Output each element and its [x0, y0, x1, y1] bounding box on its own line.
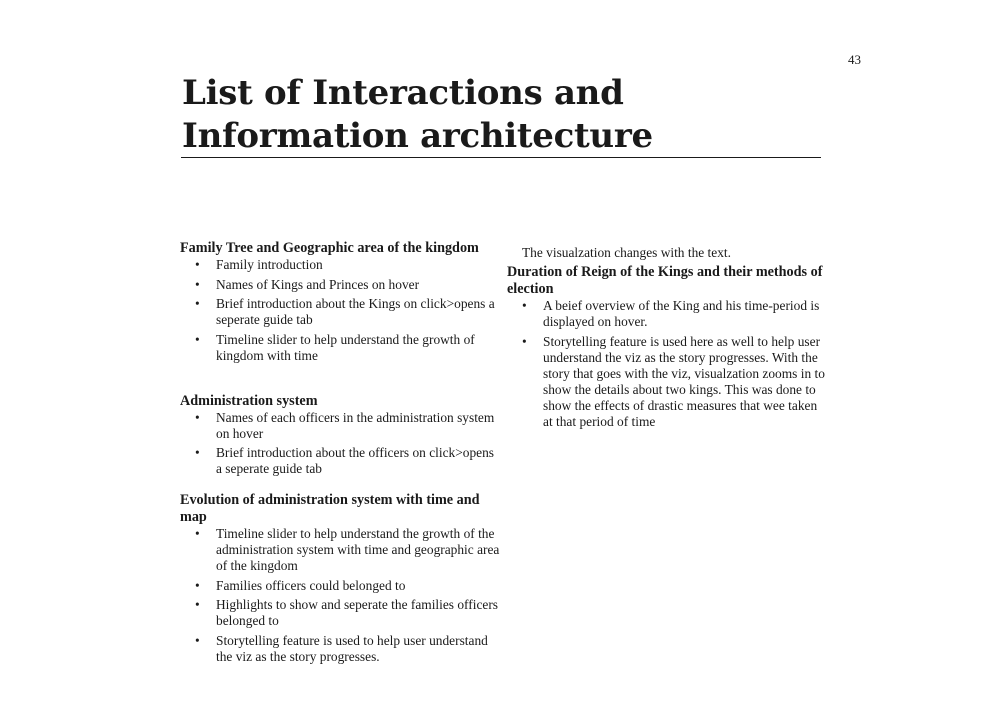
bullet-list — [180, 526, 502, 665]
list-item: • Family introduction — [180, 257, 502, 273]
bullet-list — [507, 298, 825, 430]
section-evolution — [180, 492, 502, 665]
list-item: • Storytelling feature is used to help user understand the viz as the story progresses. — [180, 633, 502, 665]
section-family-tree — [180, 240, 502, 364]
list-item: • Names of Kings and Princes on hover — [180, 277, 502, 293]
bullet-list — [180, 410, 502, 478]
page-title — [182, 72, 822, 158]
list-item: • Names of each officers in the administration system on hover — [180, 410, 502, 442]
left-column — [180, 240, 502, 680]
list-item: • Brief introduction about the officers on click>opens a seperate guide tab — [180, 445, 502, 477]
title-underline — [181, 157, 821, 158]
page-number: 43 — [848, 52, 861, 67]
section-heading: Evolution of administration system with time and map — [180, 492, 480, 525]
section-heading: Family Tree and Geographic area of the kingdom — [180, 240, 479, 256]
section-administration — [180, 393, 502, 478]
title-line-2: Information architecture — [182, 116, 653, 156]
list-item: • Timeline slider to help understand the growth of kingdom with time — [180, 332, 502, 364]
intro-text: The visualzation changes with the text. — [522, 245, 731, 260]
list-item: • Highlights to show and seperate the families officers belonged to — [180, 597, 502, 629]
section-heading: Duration of Reign of the Kings and their methods of election — [507, 264, 823, 297]
list-item: • A beief overview of the King and his time-period is displayed on hover. — [507, 298, 825, 330]
right-column — [507, 245, 825, 433]
bullet-list — [180, 257, 502, 364]
section-heading: Administration system — [180, 392, 318, 409]
title-line-1: List of Interactions and — [182, 73, 624, 113]
list-item: • Brief introduction about the Kings on click>opens a seperate guide tab — [180, 296, 502, 328]
list-item: • Families officers could belonged to — [180, 578, 502, 594]
list-item: • Timeline slider to help understand the growth of the administration system with time and geographic area of the kingdom — [180, 526, 502, 574]
list-item: • Storytelling feature is used here as well to help user understand the viz as the story progresses. With the story that goes with the viz, visualzation zooms in to show the details about two kings. This was done to show the effects of drastic measures that wee taken at that period of time — [507, 334, 825, 430]
